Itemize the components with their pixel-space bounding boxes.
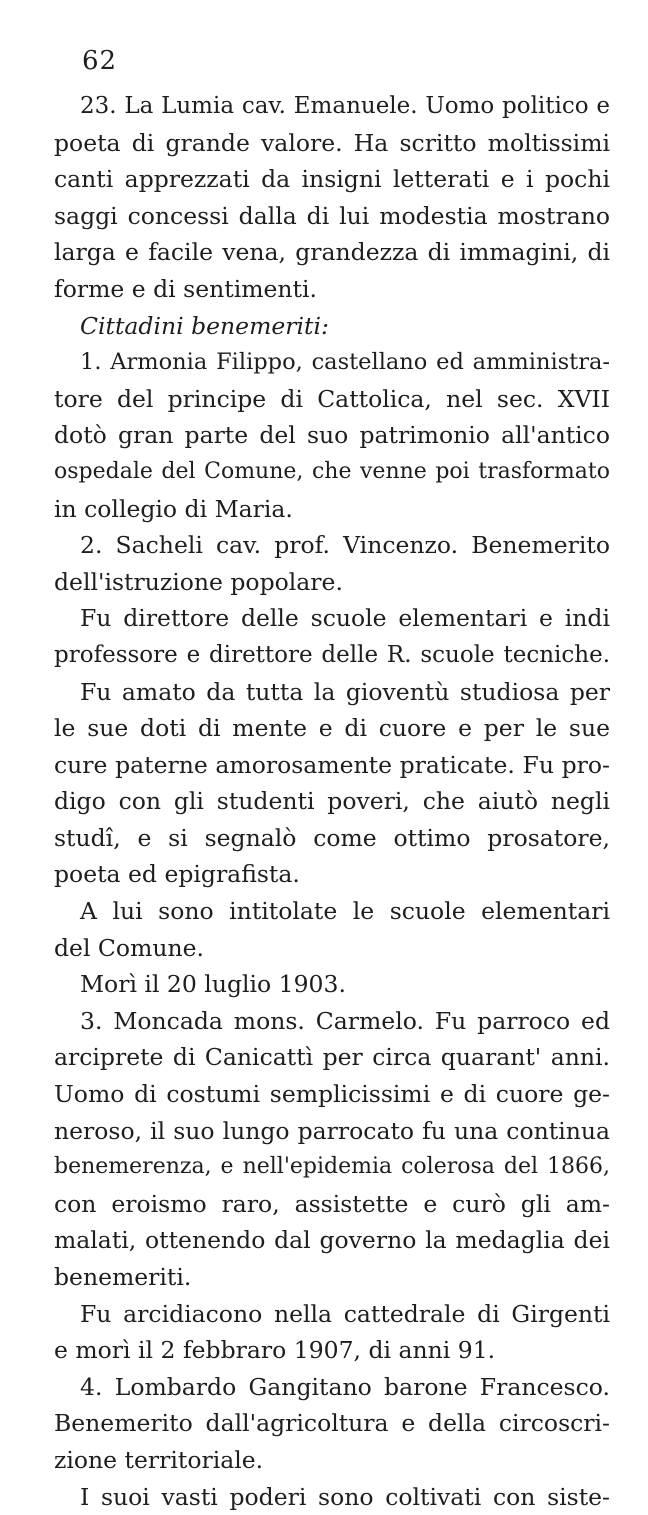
text-line: forme e di sentimenti. [54, 274, 317, 303]
text-line: digo con gli studenti poveri, che aiutò negli [54, 787, 610, 816]
text-line: studî, e si segnalò come ottimo prosatore, [54, 823, 610, 852]
text-line: Fu amato da tutta la gioventù studiosa per [80, 677, 610, 706]
text-line: cure paterne amorosamente praticate. Fu pro- [54, 750, 610, 779]
text-line: Uomo di costumi semplicissimi e di cuore ge- [54, 1080, 610, 1109]
text-line: neroso, il suo lungo parrocato fu una continua [54, 1116, 610, 1145]
text-line: del Comune. [54, 933, 204, 962]
text-line: con eroismo raro, assistette e curò gli am- [54, 1189, 610, 1218]
text-line: zione territoriale. [54, 1445, 264, 1474]
text-line: tore del principe di Cattolica, nel sec. XVII [54, 384, 610, 413]
text-line: professore e direttore delle R. scuole tecniche. [54, 641, 610, 668]
text-line: saggi concessi dalla di lui modestia mostrano [54, 201, 610, 230]
text-line: ospedale del Comune, che venne poi trasformato [54, 458, 610, 484]
text-line: 4. Lombardo Gangitano barone Francesco. [80, 1372, 610, 1401]
text-line: benemerenza, e nell'epidemia colerosa del 1866, [54, 1154, 610, 1180]
text-line: 1. Armonia Filippo, castellano ed amministra- [80, 349, 610, 376]
text-line: Fu direttore delle scuole elementari e indi [80, 604, 610, 633]
text-line: larga e facile vena, grandezza di immagini, di [54, 238, 610, 267]
text-line: dotò gran parte del suo patrimonio all'antico [54, 421, 610, 450]
text-line: A lui sono intitolate le scuole elementari [80, 897, 610, 926]
text-line: malati, ottenendo dal governo la medaglia dei [54, 1226, 610, 1255]
text-line: benemeriti. [54, 1263, 192, 1291]
text-line: I suoi vasti poderi sono coltivati con siste- [80, 1482, 610, 1511]
text-line: 23. La Lumia cav. Emanuele. Uomo politico e [80, 93, 610, 119]
text-line: dell'istruzione popolare. [54, 567, 343, 596]
text-line: Benemerito dall'agricoltura e della circoscri- [54, 1409, 610, 1438]
text-line: poeta ed epigrafista. [54, 860, 300, 889]
text-line: 2. Sacheli cav. prof. Vincenzo. Benemerito [80, 531, 610, 560]
text-line: 3. Moncada mons. Carmelo. Fu parroco ed [80, 1006, 610, 1035]
text-line: in collegio di Maria. [54, 494, 293, 523]
section-heading: Cittadini benemeriti: [80, 311, 329, 340]
text-line: e morì il 2 febbraro 1907, di anni 91. [54, 1336, 496, 1365]
page-number: 62 [82, 46, 118, 76]
text-line: canti apprezzati da insigni letterati e i pochi [54, 165, 610, 194]
text-line: le sue doti di mente e di cuore e per le sue [54, 714, 610, 743]
text-line: poeta di grande valore. Ha scritto moltissimi [54, 128, 610, 157]
text-line: Fu arcidiacono nella cattedrale di Girgenti [80, 1299, 610, 1328]
text-line: arciprete di Canicattì per circa quarant' anni. [54, 1043, 610, 1072]
text-line: Morì il 20 luglio 1903. [80, 970, 346, 999]
